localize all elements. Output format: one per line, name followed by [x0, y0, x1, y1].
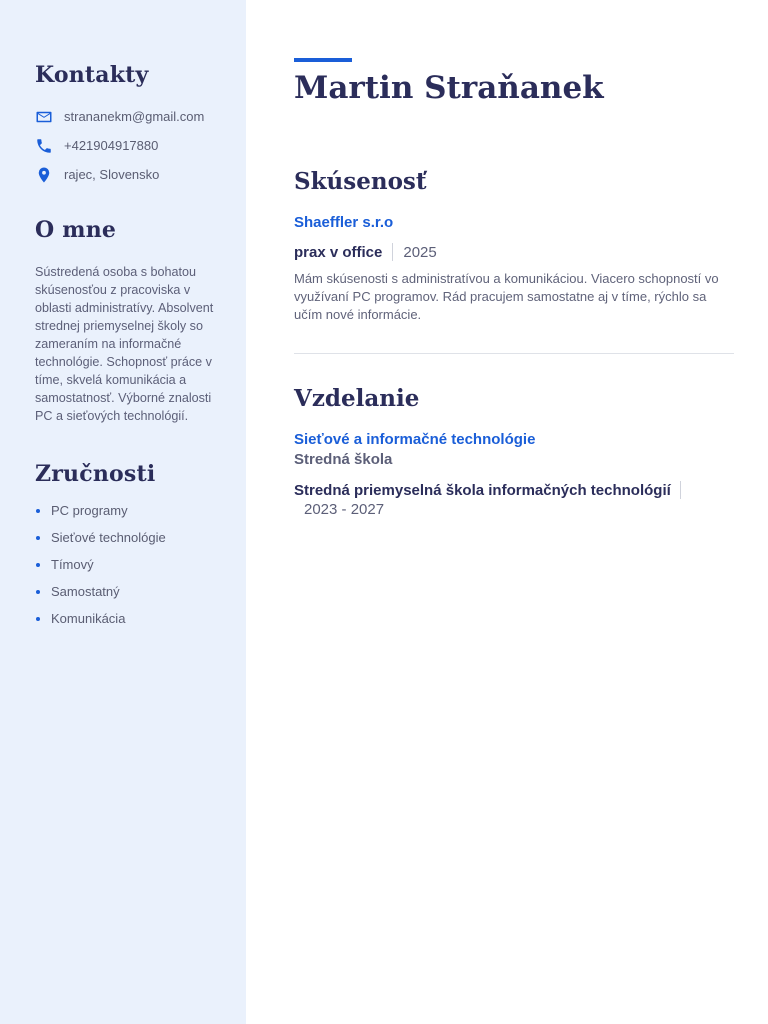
education-level: Stredná škola: [294, 451, 393, 468]
sidebar: [0, 0, 246, 1024]
education-period: 2023 - 2027: [304, 501, 385, 518]
contacts-list: [35, 102, 224, 189]
skill-item: Samostatný: [35, 584, 224, 611]
separator: [392, 243, 393, 261]
section-divider: [294, 353, 734, 354]
experience-title: Skúsenosť: [294, 168, 427, 195]
skill-item: Tímový: [35, 557, 224, 584]
skills-list: [35, 503, 224, 638]
experience-company: Shaeffler s.r.o: [294, 214, 394, 231]
mail-icon: [35, 108, 53, 126]
contact-phone-text: +421904917880: [64, 138, 159, 153]
skill-item: Komunikácia: [35, 611, 224, 638]
name-accent-bar: [294, 58, 352, 62]
education-school: Stredná priemyselná škola informačných technológií: [294, 481, 671, 499]
contact-email-text: strananekm@gmail.com: [64, 109, 205, 124]
phone-icon: [35, 137, 53, 155]
separator: [680, 481, 681, 499]
skill-item: PC programy: [35, 503, 224, 530]
contact-email[interactable]: [35, 102, 224, 131]
contact-phone[interactable]: [35, 131, 224, 160]
contact-location-text: rajec, Slovensko: [64, 167, 160, 182]
person-name: Martin Straňanek: [294, 70, 604, 106]
skills-title: Zručnosti: [35, 461, 156, 487]
contacts-title: Kontakty: [35, 62, 149, 88]
experience-description: Mám skúsenosti s administratívou a komunikáciou. Viacero schopností vo využívaní PC programov. Rád pracujem samostatne aj v tíme, rýchlo sa učím nové informácie.: [294, 271, 719, 322]
experience-role: prax v office: [294, 243, 383, 261]
skill-item: Sieťové technológie: [35, 530, 224, 557]
experience-role-row: [294, 243, 437, 261]
education-title: Vzdelanie: [294, 385, 420, 412]
about-title: O mne: [35, 217, 117, 243]
education-school-row: [294, 481, 681, 499]
location-pin-icon: [35, 166, 53, 184]
contact-location: [35, 160, 224, 189]
experience-year: 2025: [403, 243, 437, 261]
about-text: Sústredená osoba s bohatou skúsenosťou z pracoviska v oblasti administratívy. Absolvent strednej priemyselnej školy so zameraním na informačné technológie. Schopnosť práce v tíme, skvelá komunikácia a samostatnosť. Výborné znalosti PC a sieťových technológií.: [35, 265, 214, 423]
education-field: Sieťové a informačné technológie: [294, 431, 536, 448]
